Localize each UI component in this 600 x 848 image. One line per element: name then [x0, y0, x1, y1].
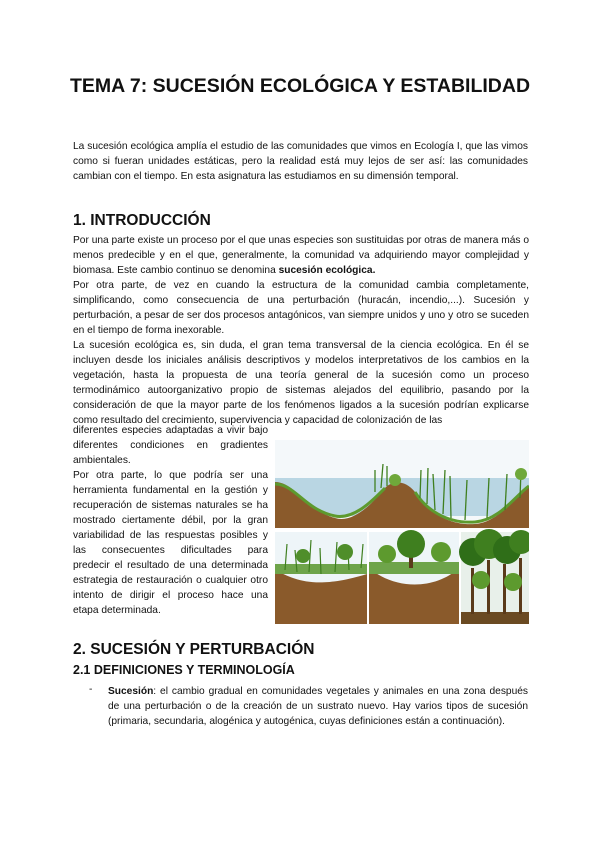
subsection-2-1-heading: 2.1 DEFINICIONES Y TERMINOLOGÍA — [73, 663, 295, 677]
definition-text: : el cambio gradual en comunidades vegetales y animales en una zona después de una perturbación o de la creación de un sustrato nuevo. Hay varios tipos de sucesión (primaria, secundaria, alogénica y autogénica, cuyas definiciones están a continuación). — [108, 686, 528, 727]
succession-stages-illustration — [275, 440, 529, 624]
section-1-paragraph-1-text: Por una parte existe un proceso por el que unas especies son sustituidas por otras de manera más o menos predecible y en el que, generalmente, la comunidad va adquiriendo mayor complejidad y biomasa. Este cambio continuo se denomina — [73, 235, 529, 276]
intro-paragraph: La sucesión ecológica amplía el estudio de las comunidades que vimos en Ecología I, que las vimos como si fueran unidades estáticas, pero la realidad está muy lejos de ser así: las comunidades cambian con el tiempo. En esta asignatura las estudiamos en su dimensión temporal. — [73, 141, 528, 182]
succession-term: sucesión ecológica. — [278, 265, 376, 276]
section-1-paragraph-1 — [73, 233, 529, 278]
section-2-heading: 2. SUCESIÓN Y PERTURBACIÓN — [73, 641, 315, 658]
section-1-paragraph-3: La sucesión ecológica es, sin duda, el gran tema transversal de la ciencia ecológica. En él se incluyen desde los iniciales análisis descriptivos y modelos interpretativos de los cambios en la vegetación, hasta la propuesta de una teoría general de la sucesión como un proceso termodinámico autoorganizativo propio de sistemas alejados del equilibrio, pasando por la consideración de que la mayor parte de los fenómenos ligados a la sucesión podrían explicarse como resultado del crecimiento, supervivencia y capacidad de colonización de las — [73, 340, 529, 426]
bullet-marker: - — [89, 684, 93, 695]
section-1-paragraph-4: Por otra parte, lo que podría ser una herramienta fundamental en la gestión y recuperación de sistemas naturales se ha mostrado ciertamente débil, por la gran variabilidad de las respuestas posibles y las consecuentes dificultades para predecir el resultado de una determinada estrategia de restauración o cualquier otro intento de dirigir el proceso hace una etapa determinada. — [73, 470, 268, 616]
definition-term: Sucesión — [108, 686, 154, 697]
section-1-paragraph-3-continuation: diferentes especies adaptadas a vivir bajo diferentes condiciones en gradientes ambientales. — [73, 425, 268, 466]
page-title: TEMA 7: SUCESIÓN ECOLÓGICA Y ESTABILIDAD — [69, 75, 531, 97]
section-1-heading: 1. INTRODUCCIÓN — [73, 212, 211, 229]
section-1-paragraph-2: Por otra parte, de vez en cuando la estructura de la comunidad cambia completamente, simplificando, como consecuencia de una perturbación (huracán, incendio,...). Sucesión y perturbación, a pesar de ser dos procesos antagónicos, van siempre unidos y uno y otro se suceden en el tiempo de forma inexorable. — [73, 280, 529, 336]
definition-succession — [108, 684, 528, 729]
